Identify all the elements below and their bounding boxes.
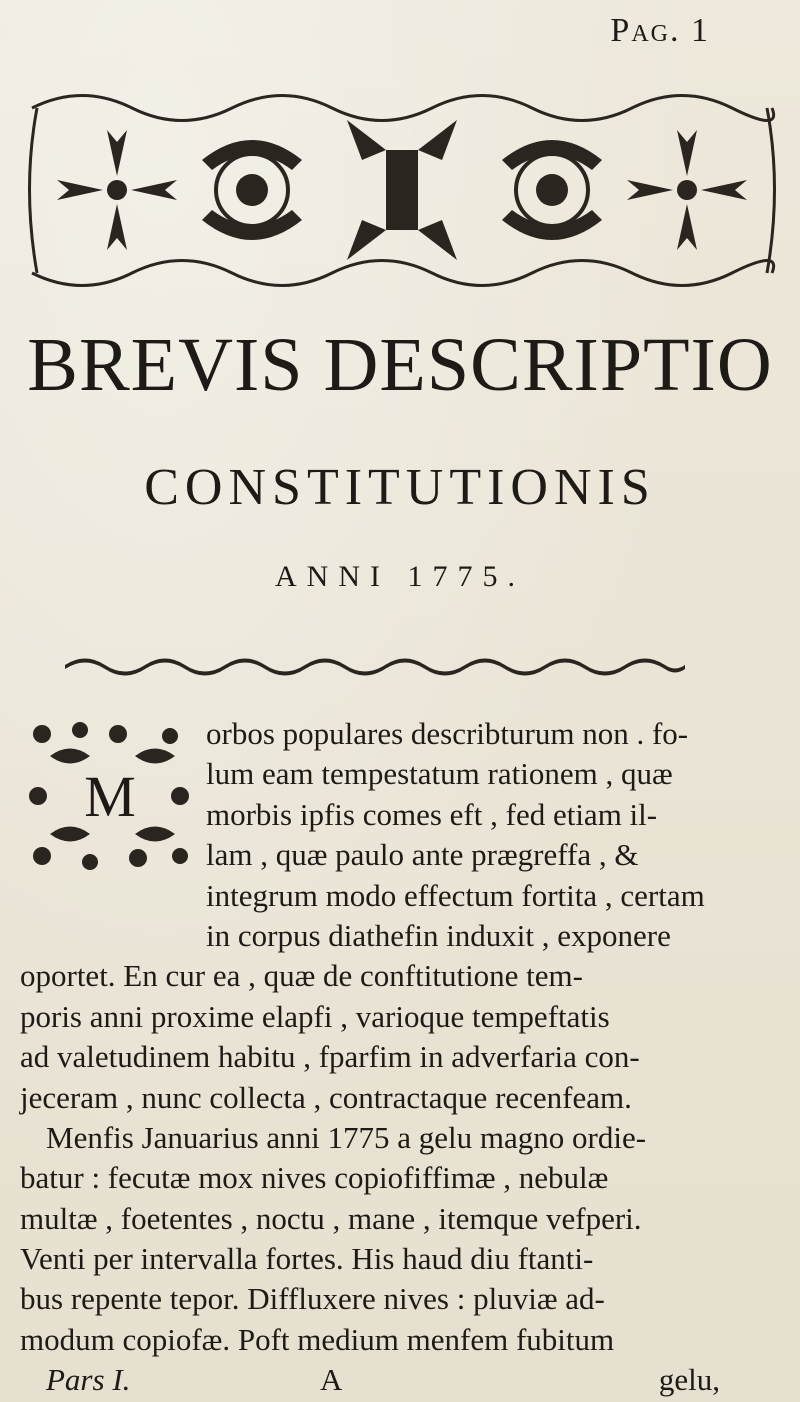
title-year: ANNI 1775. (275, 560, 525, 593)
text-line: integrum modo effectum fortita , certam (206, 877, 705, 913)
text-line: Menfis Januarius anni 1775 a gelu magno ordie- (46, 1119, 647, 1155)
text-line: orbos populares describturum non . fo- (206, 716, 689, 751)
headpiece-ornament-icon (22, 78, 782, 298)
dropcap-letter: M (84, 764, 136, 829)
text-line: jeceram , nunc collecta , contractaque recenfeam. (20, 1079, 632, 1115)
part-label: Pars I. (46, 1362, 131, 1398)
title-main: BREVIS DESCRIPTIO (27, 323, 773, 407)
text-line: lam , quæ paulo ante prægreffa , & (206, 837, 639, 873)
text-line: batur : fecutæ mox nives copiofiffimæ , nebulæ (20, 1160, 609, 1196)
signature-line (20, 1360, 760, 1400)
text-line: oportet. En cur ea , quæ de conftitutione tem- (20, 958, 583, 994)
signature-mark: A (320, 1362, 343, 1398)
text-line: poris anni proxime elapfi , varioque tempeftatis (20, 998, 610, 1034)
body-text (20, 714, 760, 1401)
text-line: morbis ipfis comes eft , fed etiam il- (206, 796, 658, 832)
text-line: Venti per intervalla fortes. His haud diu ftanti- (20, 1241, 594, 1277)
text-line: multæ , foetentes , noctu , mane , itemque vefperi. (20, 1200, 642, 1236)
catchword: gelu, (658, 1362, 720, 1398)
text-line: lum eam tempestatum rationem , quæ (206, 756, 673, 792)
page-number: Pag. 1 (610, 12, 710, 49)
divider-ornament-icon (65, 650, 685, 680)
title-subtitle: CONSTITUTIONIS (144, 459, 656, 516)
text-line: modum copiofæ. Poft medium menfem fubitum (20, 1321, 615, 1357)
text-line: bus repente tepor. Diffluxere nives : pluviæ ad- (20, 1281, 605, 1317)
text-line: ad valetudinem habitu , fparfim in adverfaria con- (20, 1039, 640, 1075)
text-line: in corpus diathefin induxit , exponere (206, 917, 671, 953)
